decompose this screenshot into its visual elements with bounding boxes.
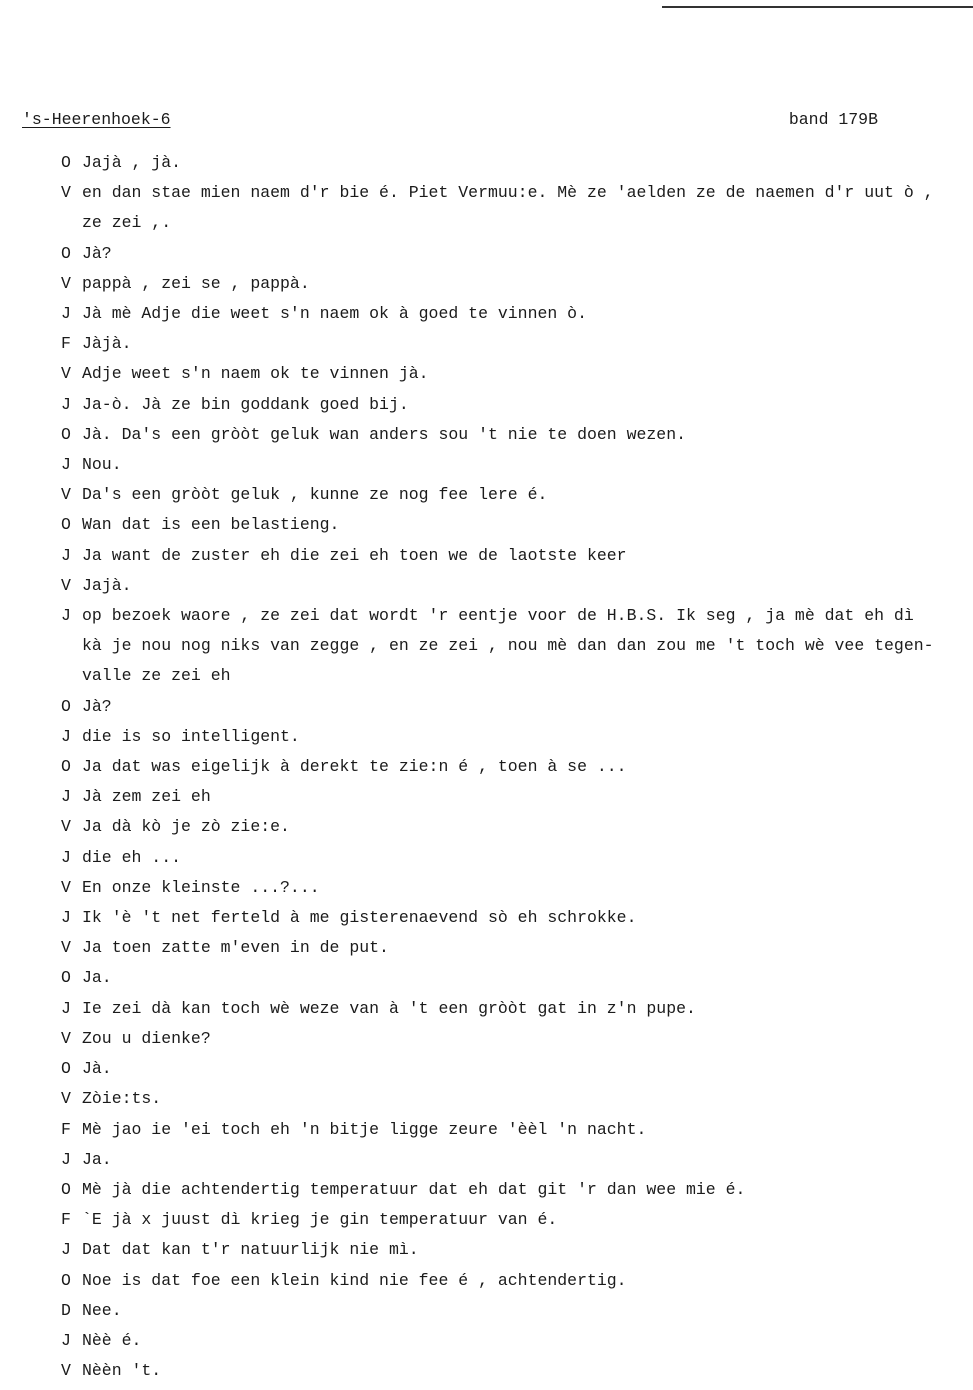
utterance-text: Wan dat is een belastieng. [82,515,340,535]
utterance-text: Ja toen zatte m'even in de put. [82,938,389,958]
speaker-code: V [61,1028,71,1048]
utterance-text: Noe is dat foe een klein kind nie fee é , achtendertig. [82,1270,627,1290]
utterance-text: Jà? [82,696,112,716]
utterance-text: Nou. [82,455,122,475]
speaker-code: V [61,485,71,505]
speaker-code: V [61,273,71,293]
speaker-code: J [61,1149,71,1169]
utterance-text: Jà? [82,243,112,263]
transcript-line [61,178,951,208]
utterance-text: Zòie:ts. [82,1089,162,1109]
transcript-line [61,269,951,299]
transcript [61,148,951,1386]
transcript-line [61,359,951,389]
speaker-code: J [61,787,71,807]
utterance-text: Ja want de zuster eh die zei eh toen we de laotste keer [82,545,627,565]
transcript-line [61,571,951,601]
transcript-line [61,1205,951,1235]
transcript-line [61,450,951,480]
transcript-line [61,1024,951,1054]
transcript-line [61,1266,951,1296]
utterance-text: Nee. [82,1300,122,1320]
speaker-code: V [61,1089,71,1109]
transcript-line [61,963,951,993]
transcript-line [61,661,951,691]
speaker-code: V [61,183,71,203]
speaker-code: J [61,908,71,928]
speaker-code: J [61,304,71,324]
speaker-code: J [61,998,71,1018]
transcript-line [61,541,951,571]
speaker-code: J [61,545,71,565]
utterance-text: Ie zei dà kan toch wè weze van à 't een gròòt gat in z'n pupe. [82,998,696,1018]
speaker-code [61,208,82,238]
transcript-line [61,239,951,269]
page-header [22,110,878,136]
transcript-line [61,510,951,540]
transcript-line [61,1356,951,1386]
transcript-line [61,480,951,510]
speaker-code: J [61,726,71,746]
speaker-code: J [61,455,71,475]
speaker-code: O [61,757,71,777]
utterance-text: Jàjà. [82,334,132,354]
speaker-code: O [61,515,71,535]
speaker-code: V [61,877,71,897]
utterance-text: Ik 'è 't net ferteld à me gisterenaevend sò eh schrokke. [82,908,637,928]
speaker-code: J [61,1240,71,1260]
utterance-text: Da's een gròòt geluk , kunne ze nog fee lere é. [82,485,548,505]
utterance-text: Jà zem zei eh [82,787,211,807]
utterance-text: op bezoek waore , ze zei dat wordt 'r eentje voor de H.B.S. Ik seg , ja mè dat eh dì [82,606,914,626]
utterance-text: Ja. [82,1149,112,1169]
transcript-line [61,1296,951,1326]
utterance-text: valle ze zei eh [82,666,231,686]
speaker-code [61,631,82,661]
speaker-code: J [61,606,71,626]
speaker-code: V [61,817,71,837]
transcript-line [61,903,951,933]
speaker-code: V [61,938,71,958]
utterance-text: Mè jao ie 'ei toch eh 'n bitje ligge zeure 'èèl 'n nacht. [82,1119,647,1139]
utterance-text: ze zei ,. [82,213,172,233]
utterance-text: Nèè é. [82,1330,142,1350]
utterance-text: pappà , zei se , pappà. [82,273,310,293]
speaker-code: F [61,1119,71,1139]
transcript-line [61,1175,951,1205]
utterance-text: die is so intelligent. [82,726,300,746]
transcript-line [61,390,951,420]
speaker-code: O [61,1059,71,1079]
utterance-text: die eh ... [82,847,182,867]
speaker-code: O [61,243,71,263]
speaker-code: O [61,153,71,172]
utterance-text: Jà. Da's een gròòt geluk wan anders sou 't nie te doen wezen. [82,424,686,444]
transcript-line [61,752,951,782]
utterance-text: Zou u dienke? [82,1028,211,1048]
transcript-line [61,722,951,752]
utterance-text: Jà. [82,1059,112,1079]
transcript-line [61,1235,951,1265]
speaker-code [61,661,82,691]
speaker-code: V [61,1361,71,1381]
utterance-text: Jajà , jà. [82,153,182,172]
transcript-line [61,1115,951,1145]
transcript-line [61,208,951,238]
transcript-line [61,1326,951,1356]
transcript-line [61,329,951,359]
transcript-line [61,601,951,631]
transcript-line [61,420,951,450]
speaker-code: J [61,1330,71,1350]
transcript-line [61,782,951,812]
utterance-text: Ja. [82,968,112,988]
transcript-line [61,843,951,873]
transcript-line [61,1145,951,1175]
utterance-text: Jajà. [82,575,132,595]
speaker-code: D [61,1300,71,1320]
transcript-line [61,933,951,963]
transcript-line [61,692,951,722]
transcript-line [61,299,951,329]
location-label: 's-Heerenhoek-6 [22,110,171,129]
transcript-line [61,873,951,903]
speaker-code: O [61,968,71,988]
utterance-text: Mè jà die achtendertig temperatuur dat eh dat git 'r dan wee mie é. [82,1179,746,1199]
transcript-line [61,148,951,178]
speaker-code: O [61,424,71,444]
speaker-code: O [61,696,71,716]
transcript-line [61,1054,951,1084]
utterance-text: `E jà x juust dì krieg je gin temperatuur van é. [82,1210,558,1230]
utterance-text: Adje weet s'n naem ok te vinnen jà. [82,364,429,384]
speaker-code: O [61,1179,71,1199]
utterance-text: Ja dà kò je zò zie:e. [82,817,290,837]
speaker-code: V [61,575,71,595]
speaker-code: J [61,394,71,414]
tape-label: band 179B [788,110,878,129]
top-rule [662,6,973,8]
utterance-text: Nèèn 't. [82,1361,162,1381]
utterance-text: Ja dat was eigelijk à derekt te zie:n é , toen à se ... [82,757,627,777]
speaker-code: J [61,847,71,867]
utterance-text: en dan stae mien naem d'r bie é. Piet Vermuu:e. Mè ze 'aelden ze de naemen d'r uut ò , [82,183,934,203]
transcript-line [61,1084,951,1114]
utterance-text: kà je nou nog niks van zegge , en ze zei , nou mè dan dan zou me 't toch wè vee tegen- [82,636,934,656]
utterance-text: Ja-ò. Jà ze bin goddank goed bij. [82,394,409,414]
utterance-text: Dat dat kan t'r natuurlijk nie mì. [82,1240,419,1260]
speaker-code: F [61,334,71,354]
utterance-text: En onze kleinste ...?... [82,877,320,897]
speaker-code: O [61,1270,71,1290]
transcript-line [61,994,951,1024]
transcript-line [61,812,951,842]
utterance-text: Jà mè Adje die weet s'n naem ok à goed te vinnen ò. [82,304,587,324]
speaker-code: F [61,1210,71,1230]
transcript-line [61,631,951,661]
speaker-code: V [61,364,71,384]
